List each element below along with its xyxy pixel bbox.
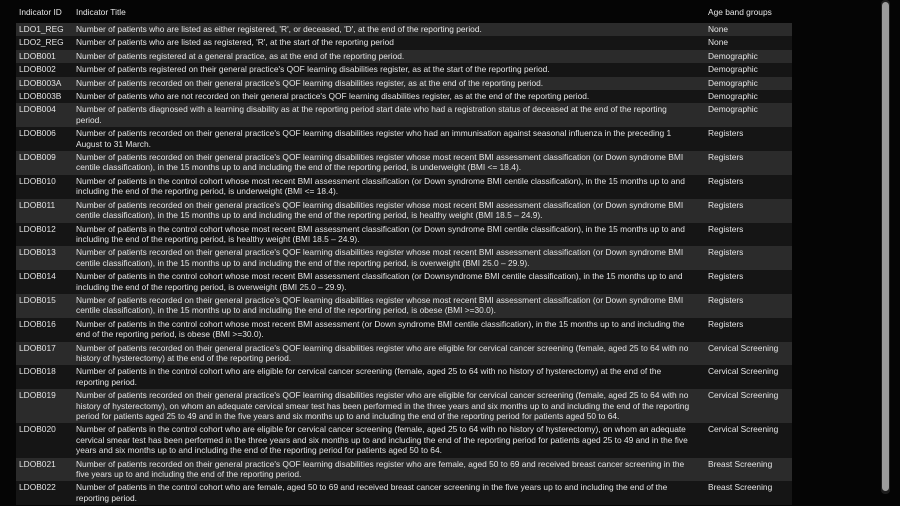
cell-indicator-id: LDOB004 [16, 103, 73, 127]
cell-indicator-title: Number of patients recorded on their general practice's QOF learning disabilities register whose most recent BMI assessment classification (or Down syndrome BMI centile classification), in the 15 months up to and including the end of the reporting period, is obese (BMI >=30.0). [73, 294, 705, 318]
cell-indicator-id: LDOB011 [16, 199, 73, 223]
cell-age-band-group: Registers [705, 246, 792, 270]
table-row[interactable] [16, 270, 792, 294]
cell-indicator-title: Number of patients recorded on their general practice's QOF learning disabilities register who are eligible for cervical cancer screening (female, aged 25 to 64 with no history of hysterectomy), on whom an adequate cervical smear test has been performed in the three years and six months up to and including the end of the reporting period for patients aged 25 to 49 and in the five years and six months up to and including the end of the reporting period for patients aged 50 to 64. [73, 389, 705, 423]
cell-age-band-group: Cervical Screening [705, 423, 792, 457]
table-row[interactable] [16, 423, 792, 457]
cell-indicator-id: LDOB022 [16, 481, 73, 505]
cell-indicator-title: Number of patients in the control cohort whose most recent BMI assessment classification (or Down syndrome BMI centile classification), in the 15 months up to and including the end of the reporting period, is healthy weight (BMI 18.5 – 24.9). [73, 223, 705, 247]
cell-age-band-group: Registers [705, 151, 792, 175]
table-row[interactable] [16, 175, 792, 199]
cell-indicator-id: LDOB012 [16, 223, 73, 247]
cell-indicator-title: Number of patients recorded on their general practice's QOF learning disabilities register whose most recent BMI assessment classification (or Down syndrome BMI centile classification), in the 15 months up to and including the end of the reporting period, is overweight (BMI 25.0 – 29.9). [73, 246, 705, 270]
indicator-table [16, 2, 792, 505]
cell-indicator-title: Number of patients recorded on their general practice's QOF learning disabilities register whose most recent BMI assessment classification (or Down syndrome BMI centile classification), in the 15 months up to and including the end of the reporting period, is healthy weight (BMI 18.5 – 24.9). [73, 199, 705, 223]
cell-indicator-title: Number of patients recorded on their general practice's QOF learning disabilities register who had an immunisation against seasonal influenza in the preceding 1 August to 31 March. [73, 127, 705, 151]
cell-age-band-group: Cervical Screening [705, 342, 792, 366]
cell-indicator-title: Number of patients in the control cohort who are eligible for cervical cancer screening (female, aged 25 to 64 with no history of hysterectomy), on whom an adequate cervical smear test has been performed in the three years and six months up to and including the end of the reporting period for patients aged 25 to 49 and in the five years and six months up to and including the end of the reporting period for patients aged 50 to 64. [73, 423, 705, 457]
cell-age-band-group: Registers [705, 175, 792, 199]
cell-age-band-group: Breast Screening [705, 458, 792, 482]
table-row[interactable] [16, 23, 792, 36]
cell-indicator-title: Number of patients recorded on their general practice's QOF learning disabilities register who are eligible for cervical cancer screening (female, aged 25 to 64 with no history of hysterectomy) at the end of the reporting period. [73, 342, 705, 366]
cell-indicator-title: Number of patients recorded on their general practice's QOF learning disabilities register who are female, aged 50 to 69 and received breast cancer screening in the five years up to and including the end of the reporting period. [73, 458, 705, 482]
table-row[interactable] [16, 481, 792, 505]
table-row[interactable] [16, 458, 792, 482]
cell-indicator-id: LDOB002 [16, 63, 73, 76]
table-row[interactable] [16, 199, 792, 223]
cell-age-band-group: Cervical Screening [705, 365, 792, 389]
table-row[interactable] [16, 365, 792, 389]
cell-indicator-id: LDOB014 [16, 270, 73, 294]
table-row[interactable] [16, 90, 792, 103]
cell-age-band-group: Demographic [705, 103, 792, 127]
cell-indicator-id: LDOB016 [16, 318, 73, 342]
cell-indicator-title: Number of patients in the control cohort whose most recent BMI assessment classification (or Down syndrome BMI centile classification), in the 15 months up to and including the end of the reporting period, is underweight (BMI <= 18.4). [73, 175, 705, 199]
cell-indicator-id: LDOB015 [16, 294, 73, 318]
cell-indicator-title: Number of patients recorded on their general practice's QOF learning disabilities register whose most recent BMI assessment classification (or Down syndrome BMI centile classification), in the 15 months up to and including the end of the reporting period, is underweight (BMI <= 18.4). [73, 151, 705, 175]
cell-indicator-id: LDOB006 [16, 127, 73, 151]
cell-age-band-group: Registers [705, 199, 792, 223]
cell-age-band-group: Registers [705, 223, 792, 247]
cell-age-band-group: Demographic [705, 90, 792, 103]
column-header-indicator-title[interactable]: Indicator Title [73, 2, 705, 23]
cell-indicator-title: Number of patients who are not recorded on their general practice's QOF learning disabilities register, as at the end of the reporting period. [73, 90, 705, 103]
cell-indicator-id: LDOB017 [16, 342, 73, 366]
cell-indicator-title: Number of patients in the control cohort whose most recent BMI assessment (or Down syndrome BMI centile classification), in the 15 months up to and including the end of the reporting period, is obese (BMI >=30.0). [73, 318, 705, 342]
cell-indicator-title: Number of patients who are listed as registered, 'R', at the start of the reporting period [73, 36, 705, 49]
column-header-age-band-groups[interactable]: Age band groups [705, 2, 792, 23]
cell-indicator-title: Number of patients in the control cohort who are eligible for cervical cancer screening (female, aged 25 to 64 with no history of hysterectomy) at the end of the reporting period. [73, 365, 705, 389]
cell-indicator-id: LDOB020 [16, 423, 73, 457]
cell-indicator-id: LDOB021 [16, 458, 73, 482]
table-row[interactable] [16, 63, 792, 76]
table-row[interactable] [16, 77, 792, 90]
table-row[interactable] [16, 223, 792, 247]
cell-indicator-id: LDO1_REG [16, 23, 73, 36]
table-row[interactable] [16, 103, 792, 127]
table-row[interactable] [16, 318, 792, 342]
cell-indicator-title: Number of patients registered at a general practice, as at the end of the reporting period. [73, 50, 705, 63]
cell-indicator-title: Number of patients registered on their general practice's QOF learning disabilities register, as at the start of the reporting period. [73, 63, 705, 76]
cell-age-band-group: Registers [705, 318, 792, 342]
cell-indicator-id: LDOB010 [16, 175, 73, 199]
cell-indicator-id: LDOB003A [16, 77, 73, 90]
table-row[interactable] [16, 151, 792, 175]
cell-indicator-title: Number of patients diagnosed with a learning disability as at the reporting period start date who had a registration status of deceased at the end of the reporting period. [73, 103, 705, 127]
cell-indicator-title: Number of patients recorded on their general practice's QOF learning disabilities register, as at the end of the reporting period. [73, 77, 705, 90]
table-row[interactable] [16, 389, 792, 423]
cell-age-band-group: Registers [705, 270, 792, 294]
cell-age-band-group: Registers [705, 127, 792, 151]
table-row[interactable] [16, 342, 792, 366]
cell-age-band-group: Demographic [705, 63, 792, 76]
cell-age-band-group: Registers [705, 294, 792, 318]
cell-indicator-id: LDOB018 [16, 365, 73, 389]
scrollbar-thumb[interactable] [882, 2, 889, 491]
cell-age-band-group: None [705, 23, 792, 36]
cell-indicator-title: Number of patients in the control cohort who are female, aged 50 to 69 and received breast cancer screening in the five years up to and including the end of the reporting period. [73, 481, 705, 505]
cell-indicator-id: LDOB019 [16, 389, 73, 423]
cell-indicator-title: Number of patients in the control cohort whose most recent BMI assessment classification (or Downsyndrome BMI centile classification), in the 15 months up to and including the end of the reporting period, is overweight (BMI 25.0 – 29.9). [73, 270, 705, 294]
cell-indicator-id: LDOB001 [16, 50, 73, 63]
cell-age-band-group: Cervical Screening [705, 389, 792, 423]
vertical-scrollbar[interactable] [881, 0, 890, 494]
table-row[interactable] [16, 294, 792, 318]
cell-indicator-id: LDO2_REG [16, 36, 73, 49]
table-row[interactable] [16, 50, 792, 63]
table-header-row [16, 2, 792, 23]
table-row[interactable] [16, 246, 792, 270]
cell-age-band-group: Demographic [705, 77, 792, 90]
table-row[interactable] [16, 127, 792, 151]
cell-age-band-group: Breast Screening [705, 481, 792, 505]
table-row[interactable] [16, 36, 792, 49]
indicator-table-viewport[interactable] [16, 2, 792, 503]
column-header-indicator-id[interactable]: Indicator ID [16, 2, 73, 23]
cell-indicator-id: LDOB009 [16, 151, 73, 175]
cell-age-band-group: Demographic [705, 50, 792, 63]
cell-indicator-id: LDOB003B [16, 90, 73, 103]
cell-indicator-id: LDOB013 [16, 246, 73, 270]
cell-age-band-group: None [705, 36, 792, 49]
cell-indicator-title: Number of patients who are listed as either registered, 'R', or deceased, 'D', at the end of the reporting period. [73, 23, 705, 36]
